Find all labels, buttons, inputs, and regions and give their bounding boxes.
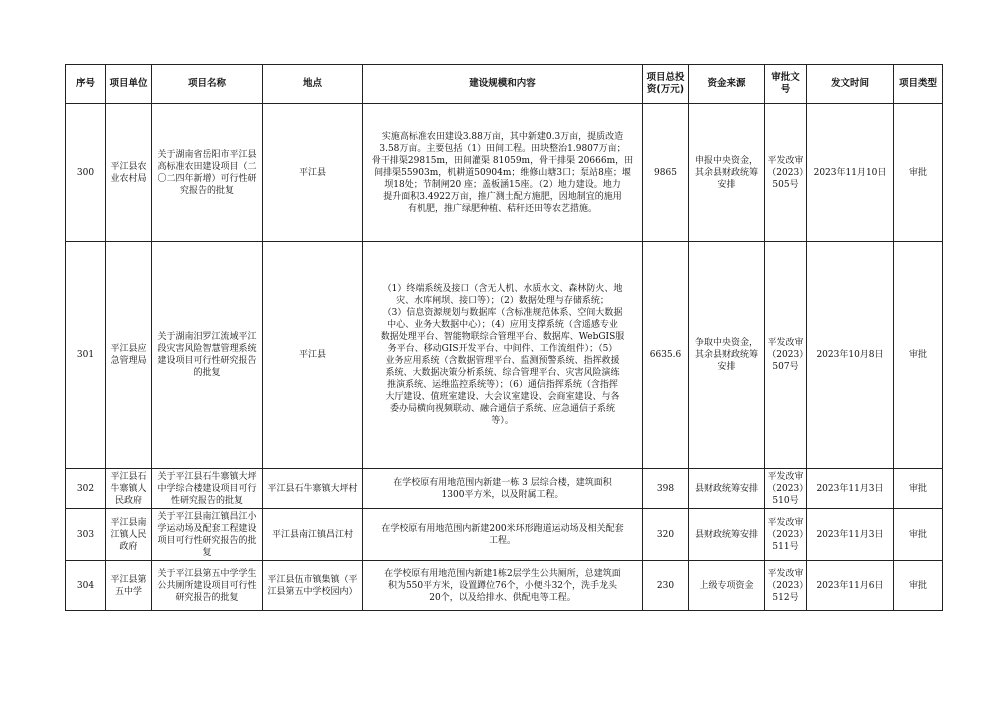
row-no: 304 [66, 561, 106, 611]
row-date: 2023年11月6日 [807, 561, 894, 611]
header-unit: 项目单位 [106, 65, 152, 104]
scope-line: 等）。 [491, 416, 514, 426]
scope-line: 在学校原有用地范围内新建1栋2层学生公共厕所，总建筑面 [384, 568, 621, 579]
row-location: 平江县南江镇昌江村 [263, 509, 363, 561]
scope-line: 实施高标准农田建设3.88万亩，其中新建0.3万亩，提质改造 [381, 131, 624, 142]
row-no: 303 [66, 509, 106, 561]
header-investment: 项目总投资(万元) [643, 65, 689, 104]
row-type: 审批 [894, 469, 943, 509]
scope-line: 有机肥，推广绿肥种植、秸秆还田等农艺措施。 [407, 203, 597, 214]
header-row [66, 65, 943, 104]
table-row [66, 469, 943, 509]
row-type: 审批 [894, 561, 943, 611]
row-scope [363, 469, 643, 509]
row-investment: 9865 [643, 104, 689, 242]
scope-line: 业务应用系统（含数据管理平台、监测预警系统、指挥救援 [385, 356, 620, 366]
row-project-name: 关于湖南汨罗江流域平江段灾害风险智慧管理系统建设项目可行性研究报告的批复 [152, 242, 263, 469]
scope-line: 骨干排渠29815m，田间灌渠 81059m，骨干排渠 20666m，田 [371, 155, 634, 166]
row-funding: 县财政统筹安排 [689, 509, 765, 561]
row-scope [363, 509, 643, 561]
scope-line: （3）信息资源规划与数据库（含标准规范体系、空间大数据 [382, 308, 623, 318]
row-project-name: 关于湖南省岳阳市平江县高标准农田建设项目（二〇二四年新增）可行性研究报告的批复 [152, 104, 263, 242]
row-scope [363, 561, 643, 611]
row-type: 审批 [894, 104, 943, 242]
row-approval: 平发改审（2023）507号 [765, 242, 807, 469]
row-funding: 申报中央资金，其余县财政统筹安排 [689, 104, 765, 242]
header-name: 项目名称 [152, 65, 263, 104]
scope-line: 务平台、移动GIS开发平台、中间件、工作流组件）；（5） [387, 344, 618, 354]
row-unit: 平江县农业农村局 [106, 104, 152, 242]
row-approval: 平发改审（2023）505号 [765, 104, 807, 242]
row-type: 审批 [894, 242, 943, 469]
row-scope [363, 104, 643, 242]
row-date: 2023年11月3日 [807, 509, 894, 561]
table-row [66, 104, 943, 242]
row-no: 300 [66, 104, 106, 242]
row-location: 平江县石牛寨镇大坪村 [263, 469, 363, 509]
row-unit: 平江县第五中学 [106, 561, 152, 611]
scope-line: 系统、大数据决策分析系统、综合管理平台、灾害风险演练 [385, 368, 620, 378]
header-funding: 资金来源 [689, 65, 765, 104]
scope-line: 3.58万亩。主要包括（1）田间工程。田块整治1.9807万亩； [379, 143, 626, 154]
row-unit: 平江县石牛寨镇人民政府 [106, 469, 152, 509]
table-row [66, 242, 943, 469]
header-approval: 审批文号 [765, 65, 807, 104]
row-location: 平江县伍市镇集镇（平江县第五中学校园内） [263, 561, 363, 611]
row-date: 2023年11月3日 [807, 469, 894, 509]
scope-line: 1300平方米，以及附属工程。 [441, 489, 564, 500]
row-location: 平江县 [263, 104, 363, 242]
row-investment: 230 [643, 561, 689, 611]
scope-line: 在学校原有用地范围内新建200米环形跑道运动场及相关配套 [381, 523, 624, 534]
projects-table [65, 64, 943, 611]
scope-line: 大厅建设、值班室建设、大会议室建设、会商室建设、与各 [385, 392, 620, 402]
row-funding: 县财政统筹安排 [689, 469, 765, 509]
scope-line: 积为550平方米，设置蹲位76个，小便斗32个，洗手龙头 [387, 580, 618, 591]
row-investment: 398 [643, 469, 689, 509]
row-no: 301 [66, 242, 106, 469]
header-scope: 建设规模和内容 [363, 65, 643, 104]
header-type: 项目类型 [894, 65, 943, 104]
row-approval: 平发改审（2023）511号 [765, 509, 807, 561]
header-location: 地点 [263, 65, 363, 104]
row-project-name: 关于平江县第五中学学生公共厕所建设项目可行性研究报告的批复 [152, 561, 263, 611]
row-project-name: 关于平江县石牛寨镇大坪中学综合楼建设项目可行性研究报告的批复 [152, 469, 263, 509]
row-funding: 争取中央资金，其余县财政统筹安排 [689, 242, 765, 469]
scope-line: 数据处理平台、智能物联综合管理平台、数据库、WebGIS服 [380, 332, 625, 342]
row-investment: 6635.6 [643, 242, 689, 469]
row-unit: 平江县南江镇人民政府 [106, 509, 152, 561]
header-date: 发文时间 [807, 65, 894, 104]
row-date: 2023年10月8日 [807, 242, 894, 469]
row-project-name: 关于平江县南江镇昌江小学运动场及配套工程建设项目可行性研究报告的批复 [152, 509, 263, 561]
row-approval: 平发改审（2023）512号 [765, 561, 807, 611]
scope-line: 中心、业务大数据中心）；（4）应用支撑系统（含遥感专业 [387, 320, 618, 330]
scope-line: 灾、水库闸坝、接口等）；（2）数据处理与存储系统； [396, 296, 609, 306]
scope-line: 坝18处；节制闸20 座；盖板涵15座。（2）地力建设。地力 [384, 179, 621, 190]
scope-line: 20个，以及给排水、供配电等工程。 [429, 592, 576, 603]
row-type: 审批 [894, 509, 943, 561]
row-funding: 上级专项资金 [689, 561, 765, 611]
row-scope [363, 242, 643, 469]
scope-line: 推演系统、运维监控系统等）；（6）通信指挥系统（含指挥 [387, 380, 618, 390]
table-row [66, 561, 943, 611]
table-row [66, 509, 943, 561]
scope-line: 在学校原有用地范围内新建一栋 3 层综合楼，建筑面积 [393, 477, 612, 488]
row-approval: 平发改审（2023）510号 [765, 469, 807, 509]
scope-line: 委办局横向视频联动、融合通信子系统、应急通信子系统 [389, 404, 615, 414]
scope-line: 间排渠55903m，机耕道50904m；维修山塘3口；泵站8座；堰 [374, 167, 631, 178]
scope-line: 工程。 [488, 535, 516, 546]
row-unit: 平江县应急管理局 [106, 242, 152, 469]
row-investment: 320 [643, 509, 689, 561]
row-no: 302 [66, 469, 106, 509]
row-date: 2023年11月10日 [807, 104, 894, 242]
scope-line: 提升面积3.4922万亩，推广测土配方施肥，因地制宜的施用 [383, 191, 622, 202]
header-no: 序号 [66, 65, 106, 104]
scope-line: （1）终端系统及接口（含无人机、水质水文、森林防火、地 [382, 284, 623, 294]
row-location: 平江县 [263, 242, 363, 469]
